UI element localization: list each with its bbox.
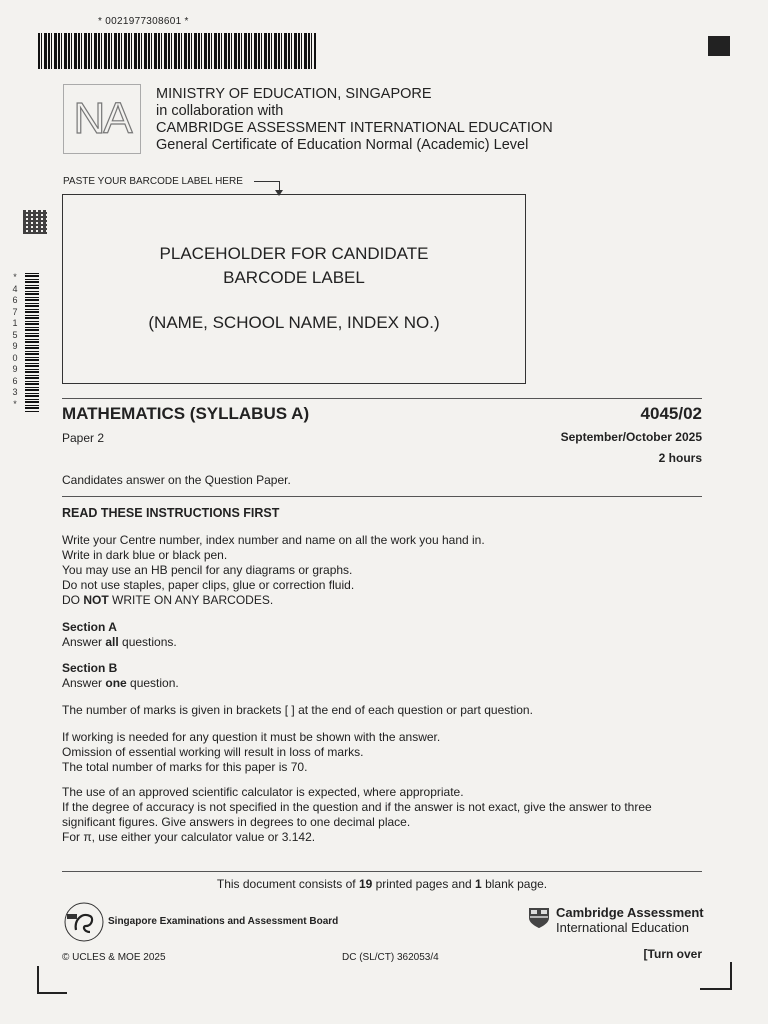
- general-instructions: [62, 533, 712, 608]
- cambridge-brand: [556, 905, 704, 935]
- section-b-instructions: [62, 661, 712, 691]
- section-a-title: Section A: [62, 620, 117, 634]
- crop-mark: [700, 988, 732, 990]
- instructions-heading: READ THESE INSTRUCTIONS FIRST: [62, 506, 280, 520]
- top-barcode-number: * 0021977308601 *: [98, 16, 189, 27]
- divider-top: [62, 398, 702, 399]
- paper-code: 4045/02: [640, 404, 702, 423]
- barcode-placeholder-box: [62, 194, 526, 384]
- crop-mark: [37, 992, 67, 994]
- seab-logo-icon: [62, 900, 106, 944]
- section-b-title: Section B: [62, 661, 118, 675]
- divider-middle: [62, 496, 702, 497]
- crop-mark: [37, 966, 39, 994]
- corner-registration-mark: [708, 36, 730, 56]
- marks-note: The number of marks is given in brackets [ ] at the end of each question or part question.: [62, 703, 533, 717]
- cambridge-line-2: International Education: [556, 920, 689, 935]
- side-barcode: [25, 272, 39, 412]
- candidate-note: Candidates answer on the Question Paper.: [62, 473, 291, 487]
- side-barcode-digits: *4671590963*: [12, 272, 18, 409]
- instruction-line: Do not use staples, paper clips, glue or correction fluid.: [62, 578, 355, 592]
- header-line-collab: in collaboration with: [156, 103, 284, 119]
- calc-line-1: The use of an approved scientific calculator is expected, where appropriate.: [62, 785, 464, 799]
- working-instructions: [62, 730, 712, 775]
- barcode-warning: DO NOT WRITE ON ANY BARCODES.: [62, 593, 274, 607]
- placeholder-line-1: PLACEHOLDER FOR CANDIDATE: [159, 244, 429, 263]
- crop-mark: [730, 962, 732, 990]
- working-line-1: If working is needed for any question it must be shown with the answer.: [62, 730, 441, 744]
- exam-session: September/October 2025: [560, 430, 702, 444]
- dc-code: DC (SL/CT) 362053/4: [342, 952, 439, 963]
- arrow-line: [254, 181, 280, 182]
- cambridge-line-1: Cambridge Assessment: [556, 905, 704, 920]
- instruction-line: Write in dark blue or black pen.: [62, 548, 228, 562]
- placeholder-line-3: (NAME, SCHOOL NAME, INDEX NO.): [148, 313, 440, 332]
- issuer-header: [156, 86, 553, 154]
- calc-line-4: For π, use either your calculator value or 3.142.: [62, 830, 316, 844]
- top-barcode: [38, 33, 316, 69]
- copyright: © UCLES & MOE 2025: [62, 952, 166, 963]
- section-a-text: Answer all questions.: [62, 635, 177, 649]
- instruction-line: You may use an HB pencil for any diagrams or graphs.: [62, 563, 353, 577]
- instruction-line: Write your Centre number, index number and name on all the work you hand in.: [62, 533, 485, 547]
- calc-line-2: If the degree of accuracy is not specified in the question and if the answer is not exact, give the answer to three: [62, 800, 652, 814]
- header-line-ministry: MINISTRY OF EDUCATION, SINGAPORE: [156, 86, 432, 102]
- na-logo-text: NA: [73, 94, 131, 143]
- paste-barcode-label: PASTE YOUR BARCODE LABEL HERE: [63, 176, 243, 187]
- turn-over: [Turn over: [643, 947, 702, 961]
- divider-bottom: [62, 871, 702, 872]
- working-line-2: Omission of essential working will result in loss of marks.: [62, 745, 364, 759]
- subject-title: MATHEMATICS (SYLLABUS A): [62, 404, 310, 423]
- qr-code: [23, 210, 47, 234]
- section-b-text: Answer one question.: [62, 676, 179, 690]
- cambridge-shield-icon: [527, 906, 551, 930]
- working-line-3: The total number of marks for this paper is 70.: [62, 760, 308, 774]
- page-count-note: This document consists of 19 printed pages and 1 blank page.: [216, 877, 548, 891]
- seab-name: Singapore Examinations and Assessment Board: [108, 916, 339, 927]
- calc-line-3: significant figures. Give answers in degrees to one decimal place.: [62, 815, 411, 829]
- exam-duration: 2 hours: [658, 451, 702, 465]
- header-line-cambridge: CAMBRIDGE ASSESSMENT INTERNATIONAL EDUCATION: [156, 120, 553, 136]
- calculator-instructions: [62, 785, 712, 845]
- na-logo: [63, 84, 141, 154]
- placeholder-line-2: BARCODE LABEL: [223, 268, 365, 287]
- paper-number: Paper 2: [62, 431, 105, 445]
- section-a-instructions: [62, 620, 712, 650]
- header-line-level: General Certificate of Education Normal (Academic) Level: [156, 137, 529, 153]
